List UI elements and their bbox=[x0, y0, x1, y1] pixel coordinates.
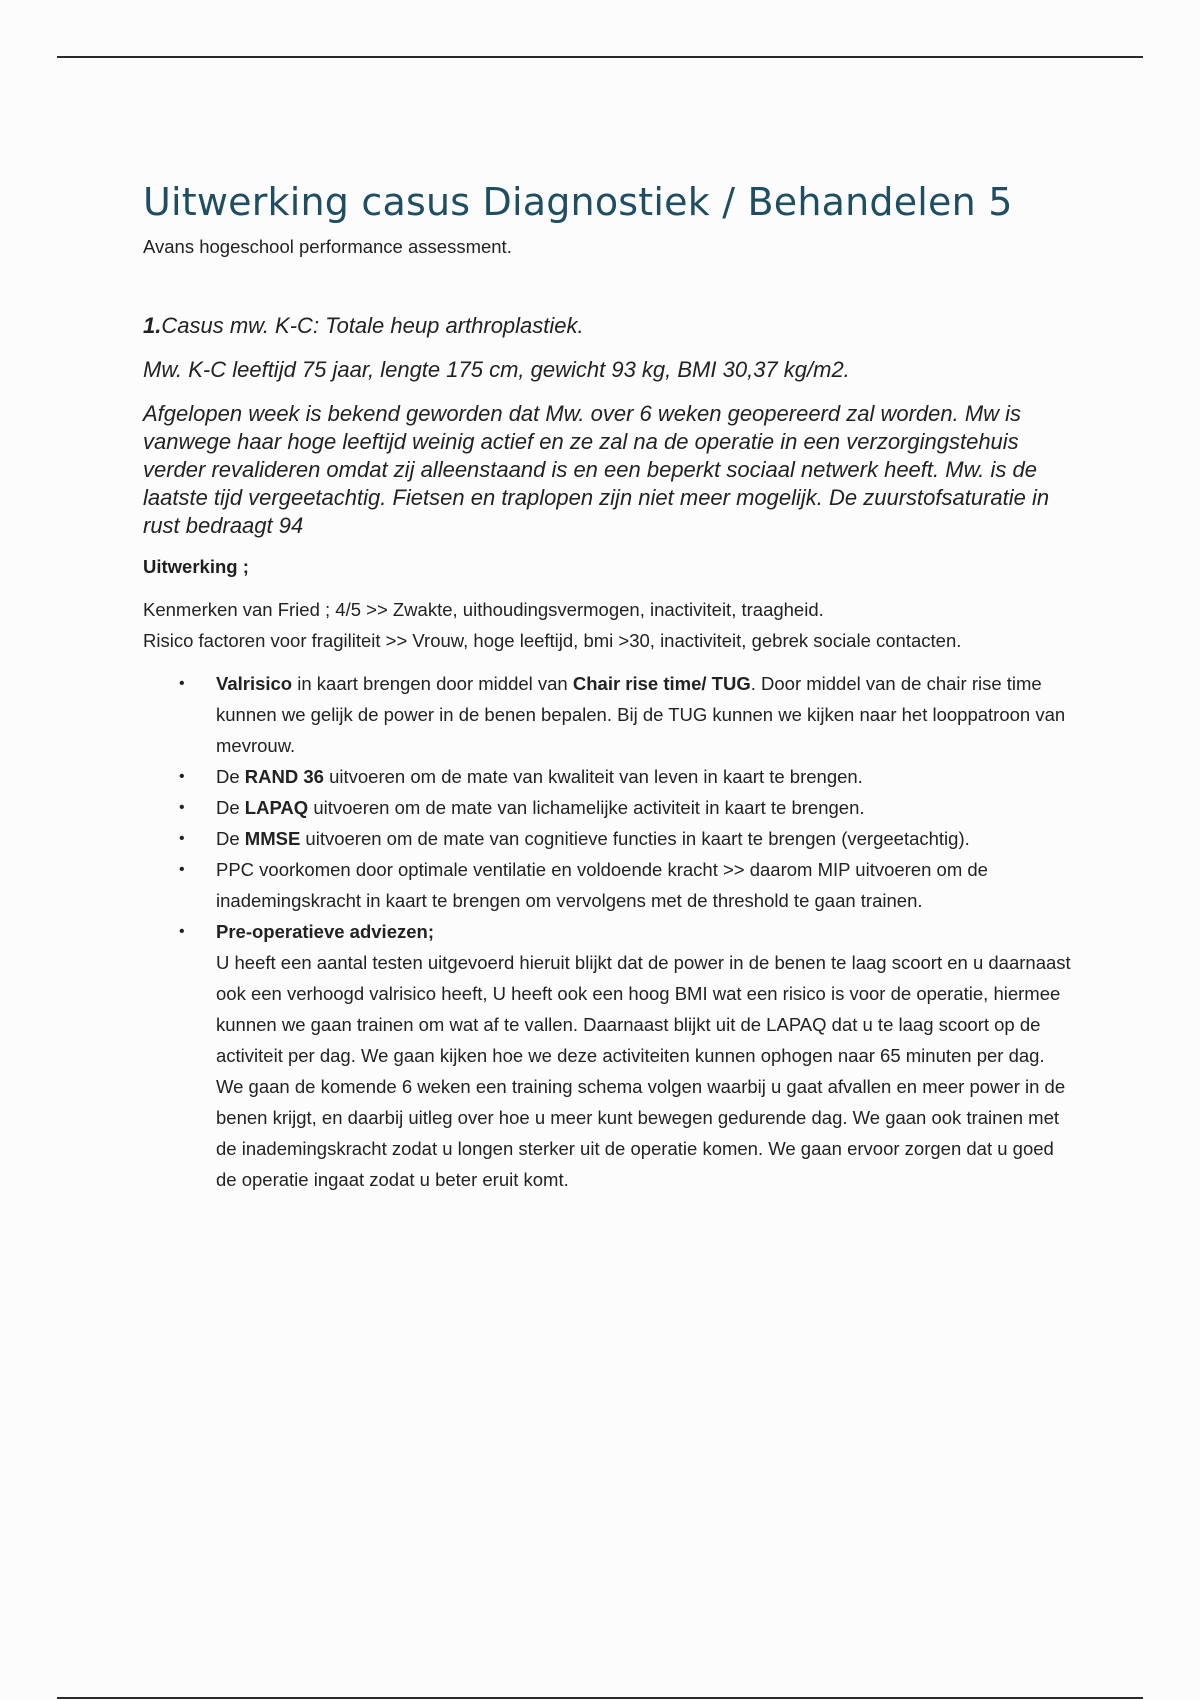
item-text: De bbox=[216, 766, 245, 787]
item-bold: LAPAQ bbox=[244, 797, 309, 818]
uitwerking-heading: Uitwerking ; bbox=[143, 556, 249, 577]
list-item bbox=[143, 792, 1073, 823]
item-text: PPC voorkomen door optimale ventilatie en voldoende kracht >> daarom MIP uitvoeren om de inademingskracht in kaart te brengen om vervolgens met de threshold te gaan trainen. bbox=[216, 859, 988, 911]
advice-paragraph: U heeft een aantal testen uitgevoerd hieruit blijkt dat de power in de benen te laag scoort en u daarnaast ook een verhoogd valrisico heeft, U heeft ook een hoog BMI wat een risico is voor de operatie, hiermee kunnen we gaan trainen om wat af te vallen. Daarnaast blijkt uit de LAPAQ dat u te laag scoort op de activiteit per dag. We gaan kijken hoe we deze activiteiten kunnen ophogen naar 65 minuten per dag. bbox=[216, 952, 1071, 1066]
item-text: . Door middel van de chair rise time kunnen we gelijk de power in de benen bepalen. Bij de TUG kunnen we kijken naar het looppatroon van mevrouw. bbox=[216, 673, 1066, 756]
case-number: 1. bbox=[143, 313, 162, 338]
item-text: De bbox=[216, 797, 245, 818]
list-item bbox=[143, 761, 1073, 792]
bullet-icon: • bbox=[179, 923, 185, 940]
case-description: Afgelopen week is bekend geworden dat Mw. over 6 weken geopereerd zal worden. Mw is vanwege haar hoge leeftijd weinig actief en ze zal na de operatie in een verzorgingstehuis verder revalideren omdat zij alleenstaand is en een beperkt sociaal netwerk heeft. Mw. is de laatste tijd vergeetachtig. Fietsen en traplopen zijn niet meer mogelijk. De zuurstofsaturatie in rust bedraagt 94 bbox=[143, 401, 1050, 538]
item-text: in kaart brengen door middel van bbox=[292, 673, 573, 694]
item-bold: Pre-operatieve adviezen; bbox=[216, 921, 434, 942]
list-item bbox=[143, 823, 1073, 854]
document-subtitle: Avans hogeschool performance assessment. bbox=[143, 236, 512, 257]
case-heading-text: Casus mw. K-C: Totale heup arthroplastiek. bbox=[161, 313, 584, 338]
footer-rule bbox=[57, 1697, 1143, 1699]
bullet-icon: • bbox=[179, 768, 185, 785]
case-heading bbox=[143, 312, 1073, 340]
document-title: Uitwerking casus Diagnostiek / Behandelen 5 bbox=[143, 180, 1013, 224]
bullet-icon: • bbox=[179, 799, 185, 816]
list-item bbox=[143, 916, 1073, 1195]
fried-criteria bbox=[143, 594, 1073, 656]
item-bold: Chair rise time/ TUG bbox=[572, 673, 751, 694]
risk-factors-text: Risico factoren voor fragiliteit >> Vrouw, hoge leeftijd, bmi >30, inactiviteit, gebrek sociale contacten. bbox=[143, 630, 962, 651]
item-text: uitvoeren om de mate van cognitieve functies in kaart te brengen (vergeetachtig). bbox=[300, 828, 970, 849]
item-text: uitvoeren om de mate van kwaliteit van leven in kaart te brengen. bbox=[323, 766, 863, 787]
bullet-icon: • bbox=[179, 675, 185, 692]
item-bold: RAND 36 bbox=[244, 766, 324, 787]
document-body bbox=[143, 176, 1073, 1195]
list-item bbox=[143, 854, 1073, 916]
item-bold: MMSE bbox=[244, 828, 301, 849]
bullet-icon: • bbox=[179, 830, 185, 847]
fried-text: Kenmerken van Fried ; 4/5 >> Zwakte, uithoudingsvermogen, inactiviteit, traagheid. bbox=[143, 599, 824, 620]
assessment-list bbox=[143, 668, 1073, 1195]
item-text: De bbox=[216, 828, 245, 849]
patient-info: Mw. K-C leeftijd 75 jaar, lengte 175 cm, gewicht 93 kg, BMI 30,37 kg/m2. bbox=[143, 357, 850, 382]
header-rule bbox=[57, 56, 1143, 58]
item-text: uitvoeren om de mate van lichamelijke activiteit in kaart te brengen. bbox=[308, 797, 865, 818]
advice-paragraph: We gaan de komende 6 weken een training schema volgen waarbij u gaat afvallen en meer power in de benen krijgt, en daarbij uitleg over hoe u meer kunt bewegen gedurende dag. We gaan ook trainen met de inademingskracht zodat u longen sterker uit de operatie komen. We gaan ervoor zorgen dat u goed de operatie ingaat zodat u beter eruit komt. bbox=[216, 1076, 1066, 1190]
bullet-icon: • bbox=[179, 861, 185, 878]
list-item bbox=[143, 668, 1073, 761]
item-bold: Valrisico bbox=[216, 673, 293, 694]
